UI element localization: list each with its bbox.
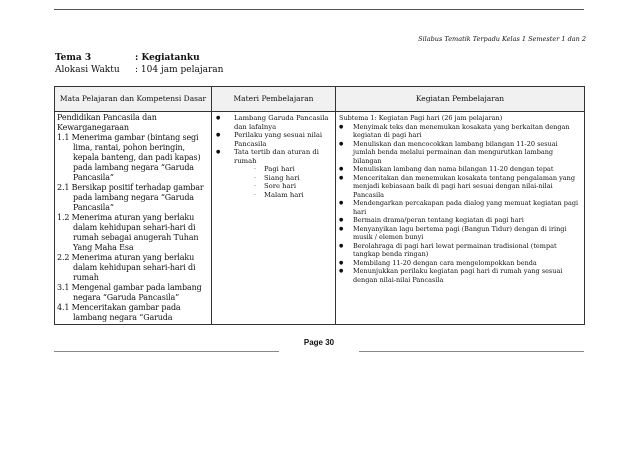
kd-item: 1.1 Menerima gambar (bintang segi lima, rantai, pohon beringin, kepala banteng, dan padi kapas) pada lambang negara “Garuda Pancasila” xyxy=(57,133,201,182)
tema-row xyxy=(55,53,200,63)
kegiatan-item: ● Mendengarkan percakapan pada dialog yang memuat kegiatan pagi hari xyxy=(339,199,581,216)
kd-item: 4.1 Menceritakan gambar pada lambang negara “Garuda xyxy=(57,303,181,322)
kd-item: 1.2 Menerima aturan yang berlaku dalam kehidupan sehari-hari di rumah sebagai anugerah Tuhan Yang Maha Esa xyxy=(57,213,199,252)
kd-item: 2.1 Bersikap positif terhadap gambar pada lambang negara “Garuda Pancasila” xyxy=(57,183,204,212)
materi-list xyxy=(216,114,333,199)
kompetensi-cell xyxy=(55,112,212,325)
kegiatan-item: ● Berolahraga di pagi hari lewat permainan tradisional (tempat tangkap benda ringan) xyxy=(339,242,581,259)
header-rule xyxy=(54,9,584,10)
page-number: Page 30 xyxy=(303,338,335,347)
page-footer xyxy=(54,336,584,353)
syllabus-table xyxy=(54,86,585,325)
footer-rule-left xyxy=(54,351,279,352)
header-kompetensi: Mata Pelajaran dan Kompetensi Dasar xyxy=(55,87,212,112)
kegiatan-item: ● Menuliskan lambang dan nama bilangan 11-20 dengan tepat xyxy=(339,165,581,174)
header-kegiatan: Kegiatan Pembelajaran xyxy=(336,87,585,112)
materi-sublist xyxy=(234,165,333,199)
materi-item-text: Tata tertib dan aturan di rumah xyxy=(234,148,319,165)
kegiatan-item: ● Menyimak teks dan menemukan kosakata yang berkaitan dengan kegiatan di pagi hari xyxy=(339,123,581,140)
materi-cell xyxy=(212,112,336,325)
tema-value: : Kegiatanku xyxy=(135,53,200,63)
header-materi: Materi Pembelajaran xyxy=(212,87,336,112)
kegiatan-cell xyxy=(336,112,585,325)
kegiatan-item: ● Menunjukkan perilaku kegiatan pagi hari di rumah yang sesuai dengan nilai-nilai Pancasila xyxy=(339,267,581,284)
footer-rule-right xyxy=(359,351,584,352)
alokasi-value: : 104 jam pelajaran xyxy=(135,65,224,75)
table-row xyxy=(55,112,585,325)
kegiatan-item: ● Membilang 11-20 dengan cara mengelompokkan benda xyxy=(339,259,581,268)
kegiatan-item: ● Bermain drama/peran tentang kegiatan di pagi hari xyxy=(339,216,581,225)
kd-list xyxy=(57,133,209,323)
kegiatan-item: ● Menceritakan dan menemukan kosakata tentang pengalaman yang menjadi kebiasaan baik di pagi hari sesuai dengan nilai-nilai Pancasila xyxy=(339,174,581,200)
kegiatan-list xyxy=(339,123,581,285)
materi-subitem: - Siang hari xyxy=(234,174,333,183)
materi-subitem: - Sore hari xyxy=(234,182,333,191)
alokasi-label: Alokasi Waktu xyxy=(55,65,120,75)
table-header-row xyxy=(55,87,585,112)
materi-subitem: - Malam hari xyxy=(234,191,333,200)
materi-subitem: - Pagi hari xyxy=(234,165,333,174)
kd-item: 3.1 Mengenal gambar pada lambang negara “Garuda Pancasila” xyxy=(57,283,202,302)
subtema-title: Subtema 1: Kegiatan Pagi hari (26 jam pelajaran) xyxy=(339,114,503,122)
kd-item: 2.2 Menerima aturan yang berlaku dalam kehidupan sehari-hari di rumah xyxy=(57,253,196,282)
subject-name: Pendidikan Pancasila dan Kewarganegaraan xyxy=(57,113,157,132)
alokasi-row xyxy=(55,65,223,75)
syllabus-title: Silabus Tematik Terpadu Kelas 1 Semester 1 dan 2 xyxy=(418,35,586,43)
materi-item xyxy=(216,148,333,199)
tema-label: Tema 3 xyxy=(55,53,92,63)
kegiatan-item: ● Menuliskan dan mencocokkan lambang bilangan 11-20 sesuai jumlah benda melalui permainan dan mengurutkan lambang bilangan xyxy=(339,140,581,166)
materi-item: ● Lambang Garuda Pancasila dan lafalnya xyxy=(216,114,333,131)
kegiatan-item: ● Menyanyikan lagu bertema pagi (Bangun Tidur) dengan di iringi musik / elemen bunyi xyxy=(339,225,581,242)
materi-item: ● Perilaku yang sesuai nilai Pancasila xyxy=(216,131,333,148)
